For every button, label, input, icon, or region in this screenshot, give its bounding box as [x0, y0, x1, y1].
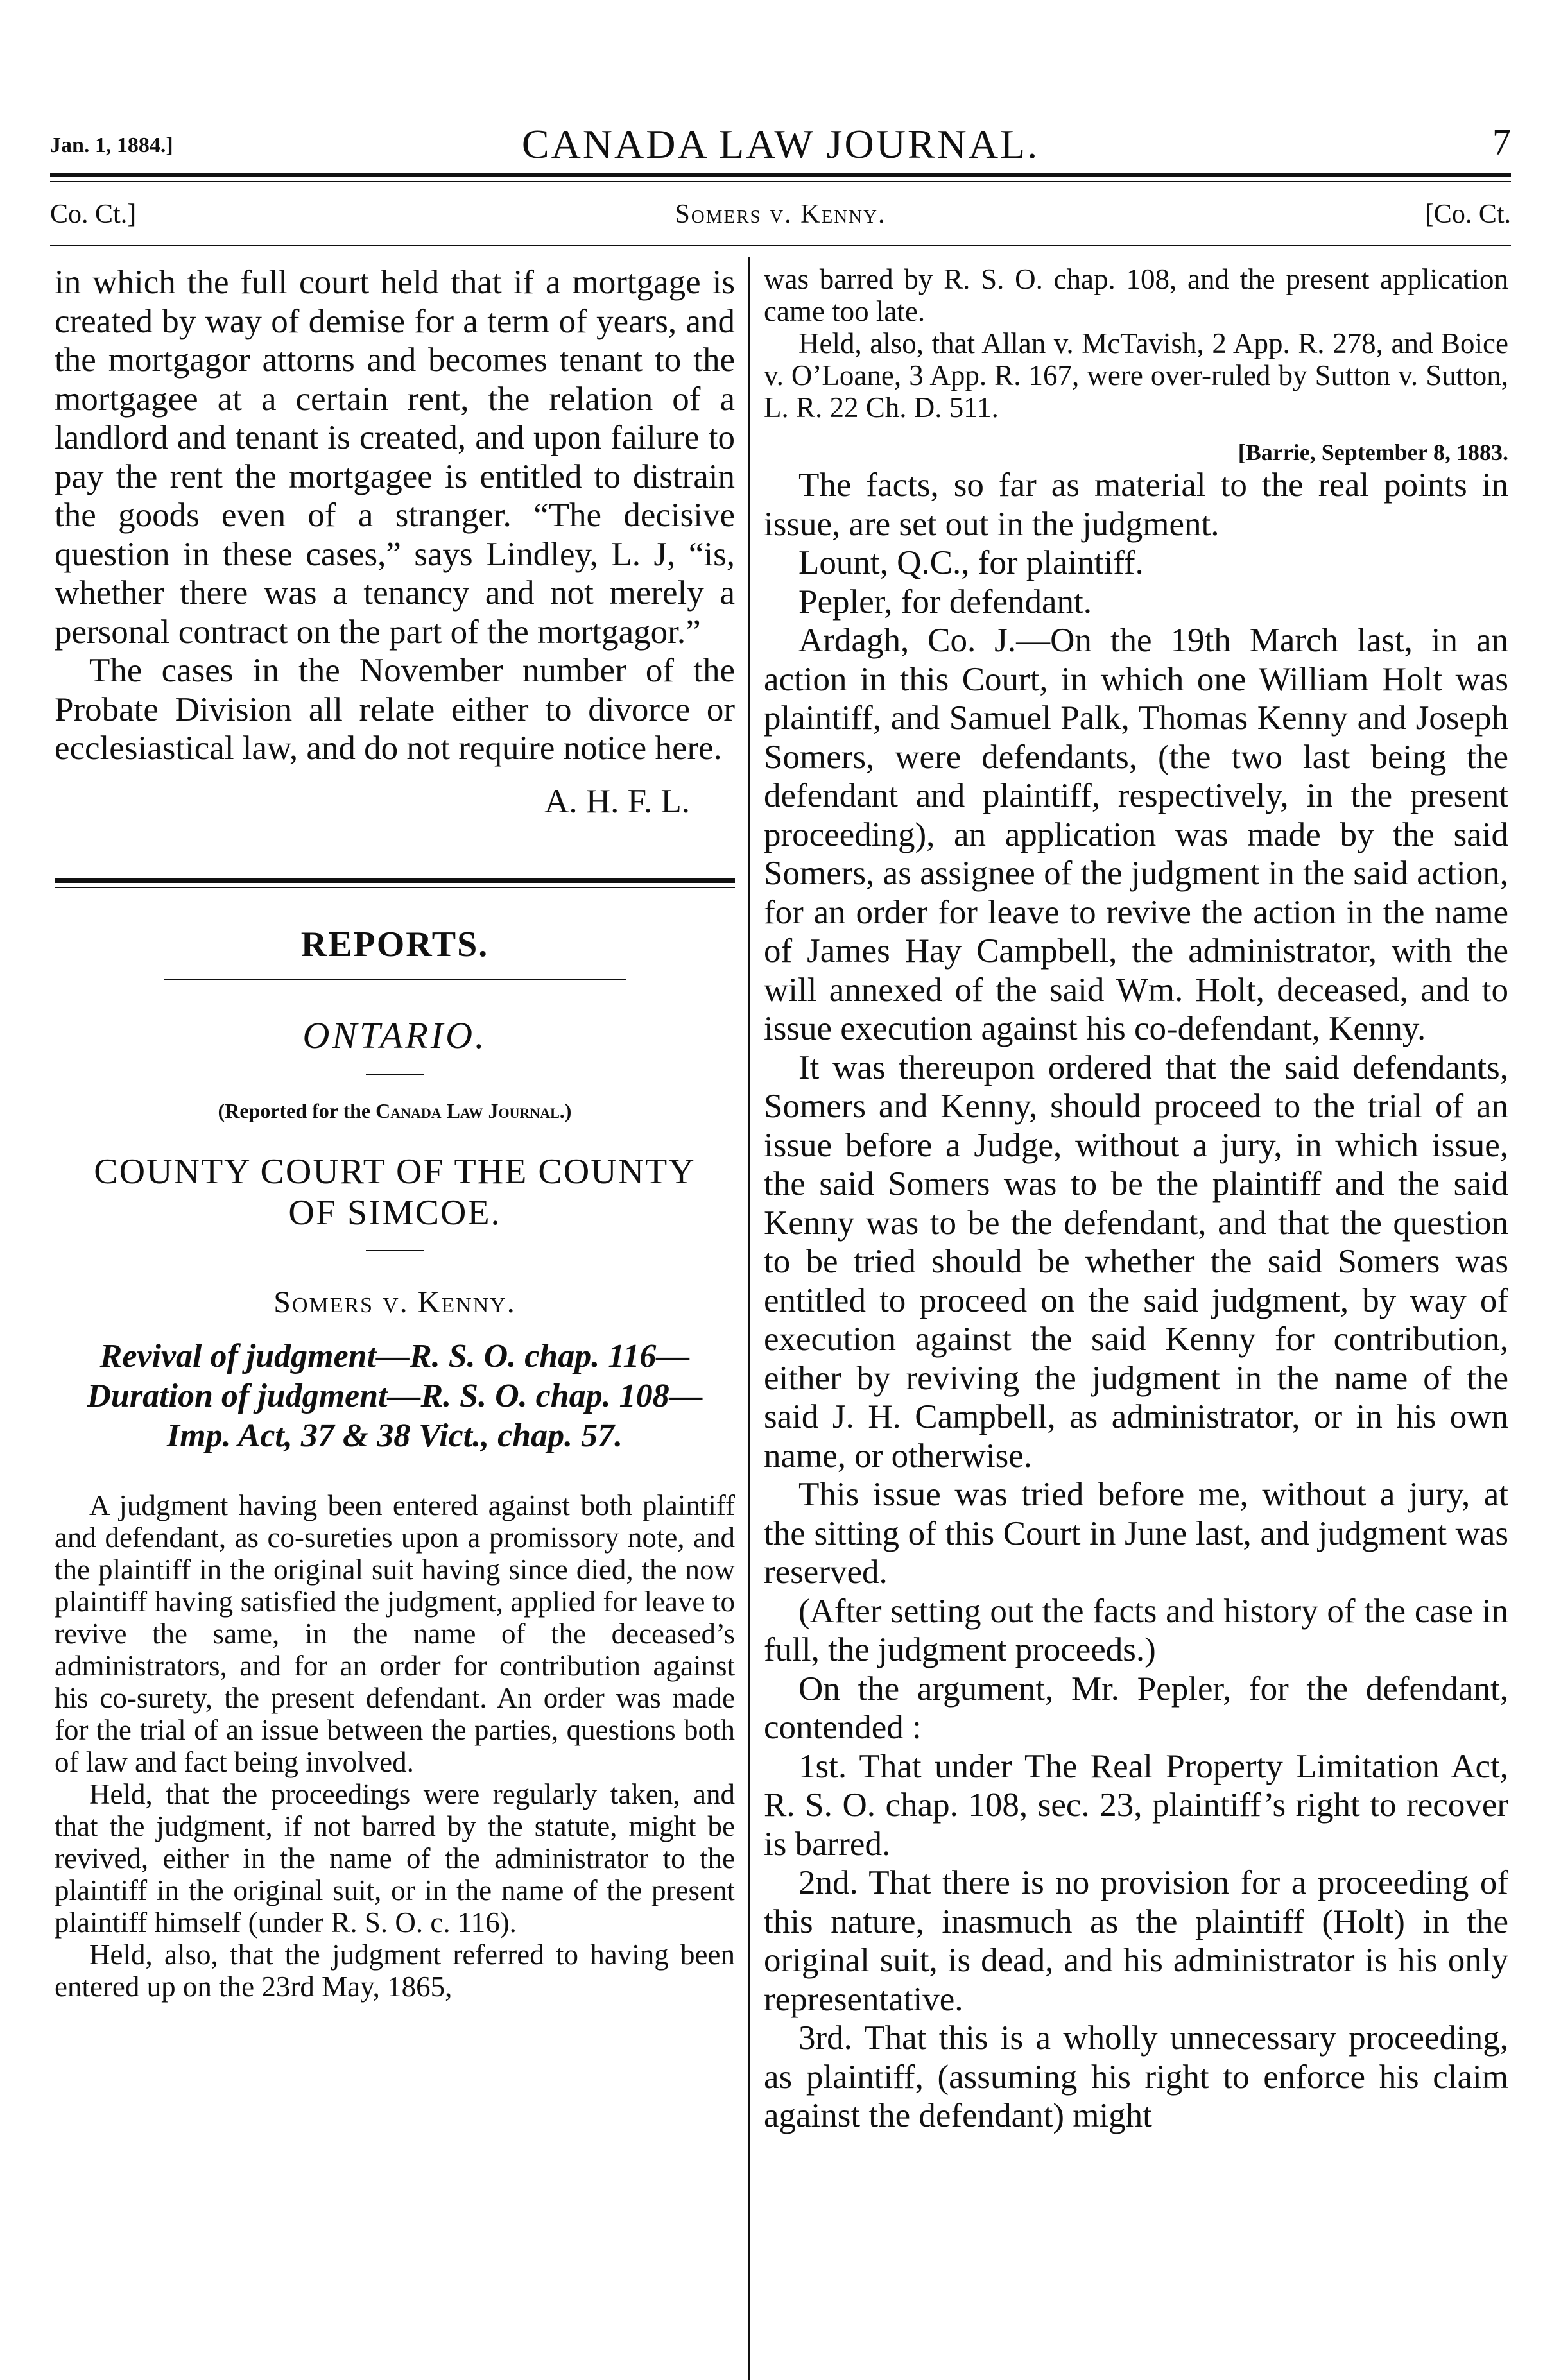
- court-abbrev-right: [Co. Ct.: [1424, 200, 1511, 229]
- case-head-rule: [50, 245, 1511, 246]
- court-abbrev-left: Co. Ct.]: [50, 200, 137, 229]
- article-paragraph: in which the full court held that if a mortgage is created by way of demise for a term of years, and the mortgagor attorns and becomes tenant to the mortgagee at a certain rent, the relation of a landlord and tenant is created, and upon failure to pay the rent the mortgagee is entitled to distrain the goods even of a stranger. “The decisive question in these cases,” says Lindley, L. J, “is, whether there was a tenancy and not merely a personal contract on the part of the mortgagor.”: [55, 264, 735, 651]
- judgment-paragraph: 1st. That under The Real Property Limitation Act, R. S. O. chap. 108, sec. 23, plaintiff’s right to recover is barred.: [764, 1747, 1508, 1863]
- syllabus-paragraph: Held, also, that Allan v. McTavish, 2 App. R. 278, and Boice v. O’Loane, 3 App. R. 167, were over-ruled by Sutton v. Sutton, L. R. 22 Ch. D. 511.: [764, 327, 1508, 424]
- reported-prefix: (Reported for the: [218, 1099, 376, 1122]
- issue-date: Jan. 1, 1884.]: [50, 133, 173, 157]
- syllabus-paragraph: Held, that the proceedings were regularly taken, and that the judgment, if not barred by the statute, might be revived, either in the name of the administrator to the plaintiff in the original suit, or in the name of the present plaintiff himself (under R. S. O. c. 116).: [55, 1777, 735, 1939]
- section-rule-thick: [55, 878, 735, 883]
- counsel-line: Pepler, for defendant.: [798, 583, 1092, 621]
- left-column: [55, 263, 735, 2003]
- section-rule-thin: [55, 887, 735, 888]
- counsel-line: Lount, Q.C., for plaintiff.: [798, 544, 1144, 581]
- judgment-paragraph: Ardagh, Co. J.—On the 19th March last, in an action in this Court, in which one William Holt was plaintiff, and Samuel Palk, Thomas Kenny and Joseph Somers, were defendants, (the two last being the defendant and plaintiff, respectively, in the present proceeding), an application was made by the said Somers, as assignee of the judgment in the said action, for an order for leave to revive the action in the name of James Hay Campbell, the administrator, with the will annexed of the said Wm. Holt, deceased, and to issue execution against his co-defendant, Kenny.: [764, 622, 1508, 1047]
- province-heading: ONTARIO.: [302, 1014, 487, 1056]
- reported-journal: Canada Law Journal: [375, 1099, 560, 1122]
- syllabus-paragraph: Held, also, that the judgment referred to having been entered up on the 23rd May, 1865,: [55, 1938, 735, 2003]
- judgment-paragraph: It was thereupon ordered that the said defendants, Somers and Kenny, should proceed to the trial of an issue before a Judge, without a jury, in which issue, the said Somers was to be the plaintiff and the said Kenny was to be the defendant, and that the question to be tried should be whether the said Somers was entitled to proceed on the said judgment, by way of execution against the said Kenny for contribution, either by reviving the judgment in the name of the said J. H. Campbell, as administrator, or in his own name, or otherwise.: [764, 1049, 1508, 1475]
- judgment-paragraph: On the argument, Mr. Pepler, for the defendant, contended :: [764, 1670, 1508, 1746]
- author-initials: A. H. F. L.: [544, 782, 690, 820]
- judgment-paragraph: 3rd. That this is a wholly unnecessary proceeding, as plaintiff, (assuming his right to enforce his claim against the defendant) might: [764, 2019, 1508, 2134]
- right-column: [764, 263, 1508, 2136]
- page-number: 7: [1492, 121, 1511, 163]
- syllabus-paragraph: was barred by R. S. O. chap. 108, and the present application came too late.: [764, 263, 1508, 327]
- judgment-paragraph: This issue was tried before me, without a jury, at the sitting of this Court in June last, and judgment was reserved.: [764, 1476, 1508, 1591]
- short-rule: [366, 1074, 424, 1075]
- column-divider: [748, 257, 750, 2380]
- journal-title: CANADA LAW JOURNAL.: [521, 121, 1040, 167]
- court-heading-line1: COUNTY COURT OF THE COUNTY: [94, 1151, 696, 1192]
- case-title: Somers v. Kenny.: [273, 1285, 516, 1319]
- case-running-head: [50, 193, 1511, 237]
- judgment-paragraph: (After setting out the facts and history of the case in full, the judgment proceeds.): [764, 1592, 1508, 1668]
- judgment-paragraph: The facts, so far as material to the real points in issue, are set out in the judgment.: [764, 467, 1508, 543]
- reports-heading: REPORTS.: [300, 924, 489, 964]
- header-rule-thick: [50, 173, 1511, 177]
- court-heading-line2: OF SIMCOE.: [288, 1192, 501, 1233]
- divider-rule: [164, 979, 626, 980]
- court-heading: [55, 1151, 735, 1233]
- article-paragraph: The cases in the November number of the Probate Division all relate either to divorce or ecclesiastical law, and do not require notice here.: [55, 652, 735, 767]
- header-rule-thin: [50, 181, 1511, 182]
- reported-suffix: .): [559, 1099, 572, 1122]
- syllabus-paragraph: A judgment having been entered against both plaintiff and defendant, as co-sureties upon a promissory note, and the plaintiff in the original suit having since died, the now plaintiff having satisfied the judgment, applied for leave to revive the same, in the name of the deceased’s administrators, and for an order for contribution against his co-surety, the present defendant. An order was made for the trial of an issue between the parties, questions both of law and fact being involved.: [55, 1489, 735, 1778]
- short-rule: [366, 1250, 424, 1251]
- running-head: [50, 114, 1511, 166]
- syllabus: [55, 1489, 735, 2003]
- judgment-paragraph: 2nd. That there is no provision for a proceeding of this nature, inasmuch as the plaintiff (Holt) in the original suit, is dead, and his administrator is his only representative.: [764, 1864, 1508, 2018]
- dateline: [Barrie, September 8, 1883.: [1238, 440, 1508, 465]
- headnote: Revival of judgment—R. S. O. chap. 116—Duration of judgment—R. S. O. chap. 108—Imp. Act, 37 & 38 Vict., chap. 57.: [87, 1337, 703, 1454]
- reported-note: [55, 1099, 735, 1123]
- case-name-head: Somers v. Kenny.: [675, 200, 886, 229]
